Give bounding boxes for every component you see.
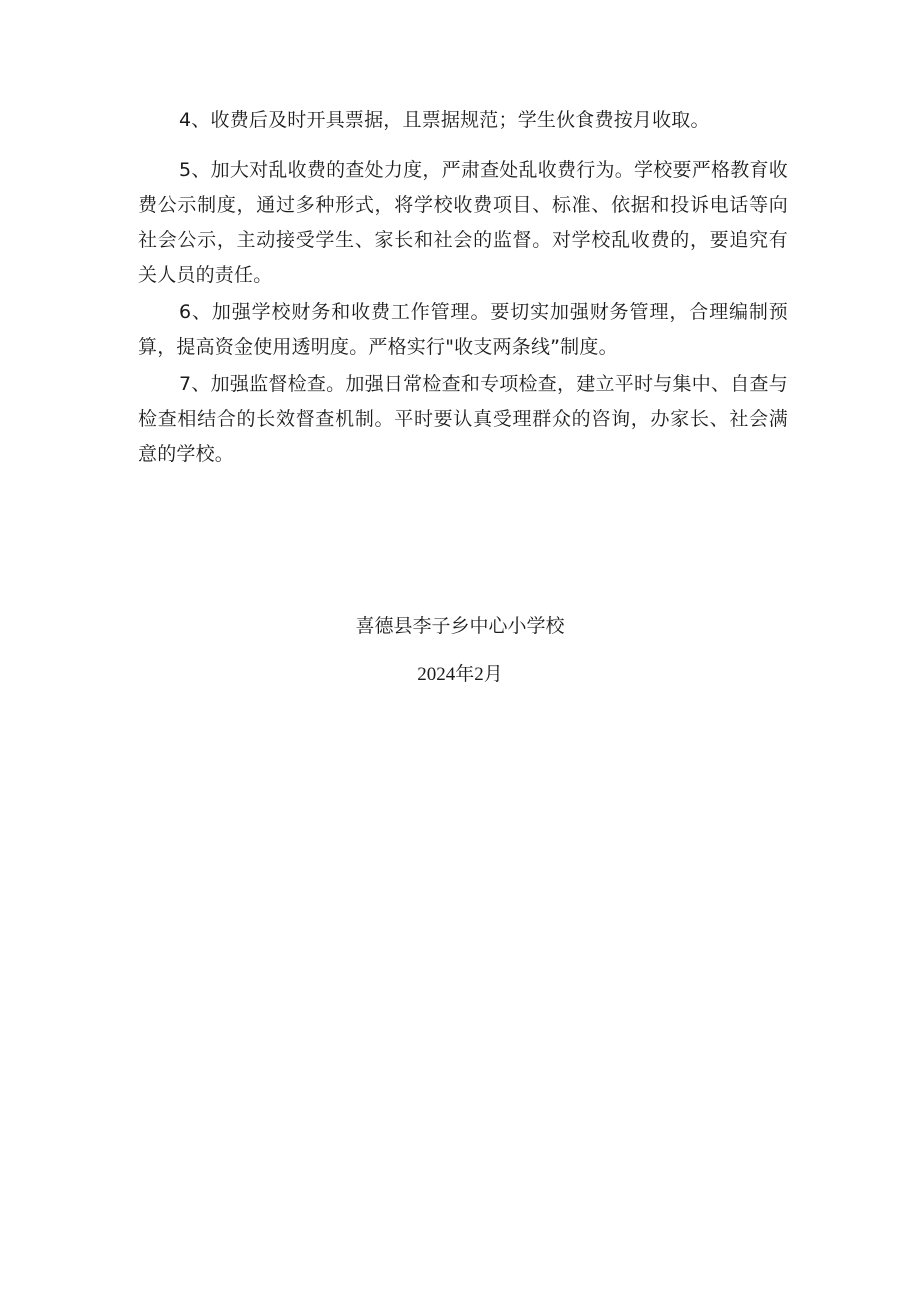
signature-date: 2024年2月 bbox=[417, 664, 503, 685]
paragraph-item-6: 6、加强学校财务和收费工作管理。要切实加强财务管理，合理编制预算，提高资金使用透明度。严格实行"收支两条线”制度。 bbox=[138, 301, 788, 358]
signature-organization: 喜德县李子乡中心小学校 bbox=[355, 615, 565, 637]
paragraph-item-4: 4、收费后及时开具票据，且票据规范；学生伙食费按月收取。 bbox=[179, 109, 710, 131]
paragraph-item-7: 7、加强监督检查。加强日常检查和专项检查，建立平时与集中、自查与检查相结合的长效督查机制。平时要认真受理群众的咨询，办家长、社会满意的学校。 bbox=[138, 373, 788, 465]
paragraph-item-5: 5、加大对乱收费的查处力度，严肃查处乱收费行为。学校要严格教育收费公示制度，通过多种形式，将学校收费项目、标准、依据和投诉电话等向社会公示，主动接受学生、家长和社会的监督。对学校乱收费的，要追究有关人员的责任。 bbox=[138, 159, 788, 286]
document-body bbox=[138, 103, 788, 472]
